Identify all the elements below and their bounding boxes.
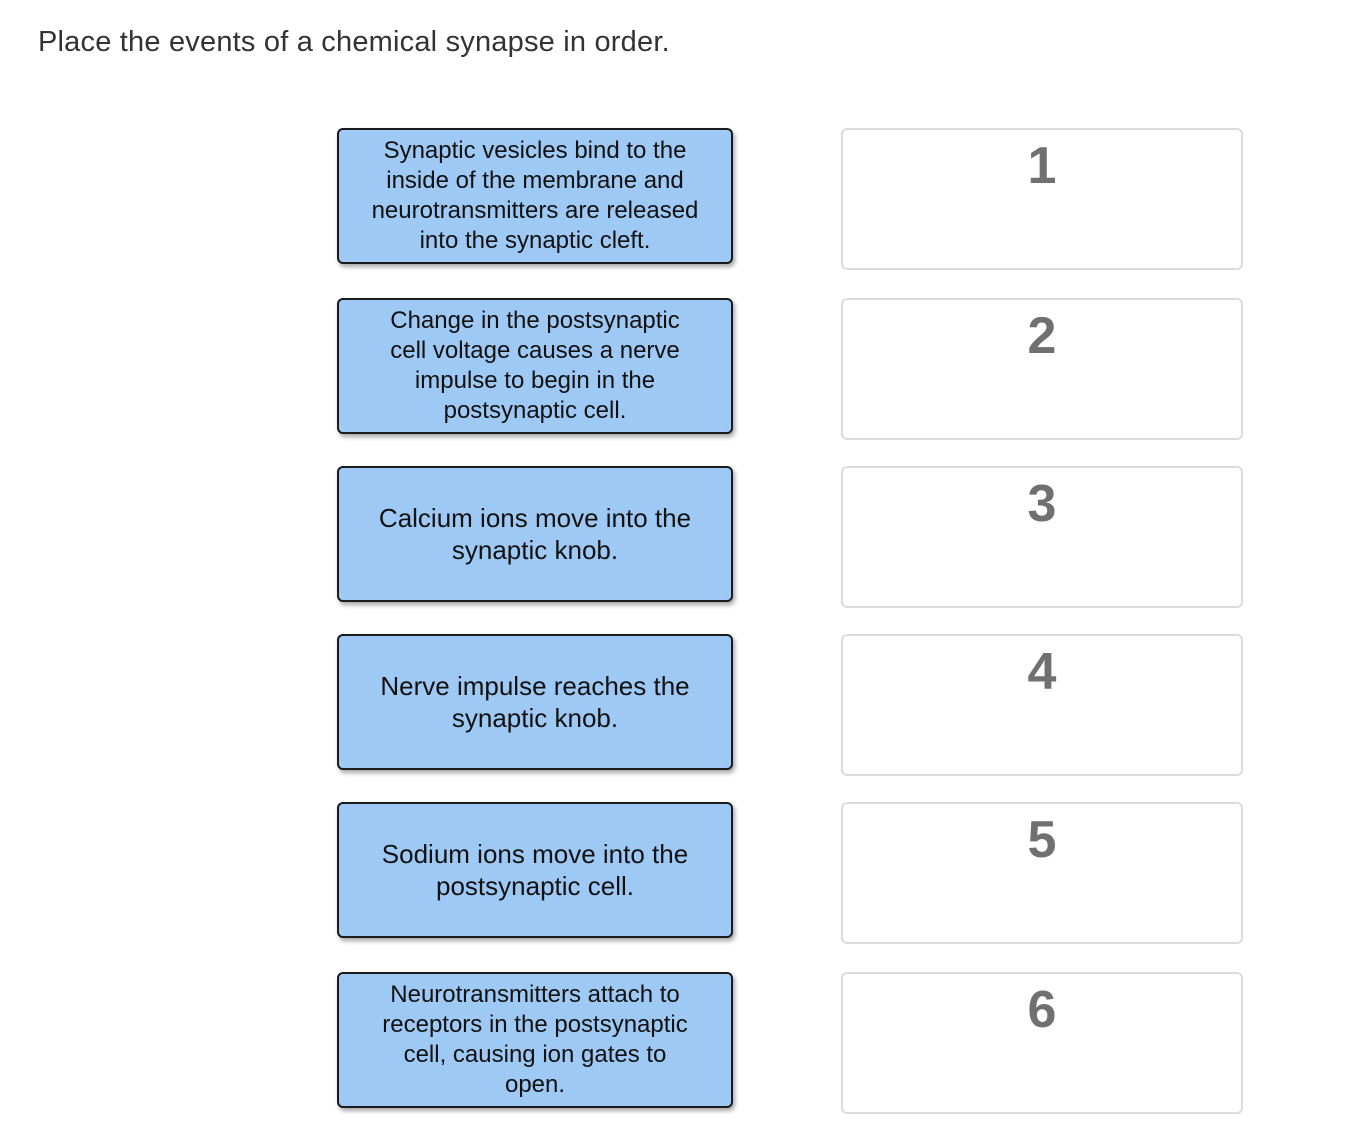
slot-number: 6 [1027, 981, 1057, 1039]
drop-slot-5[interactable] [841, 802, 1243, 944]
drop-slot-1[interactable] [841, 128, 1243, 270]
drag-card-text: Neurotransmitters attach to receptors in the postsynaptic cell, causing ion gates to open. [382, 981, 688, 1098]
drag-card-text: Synaptic vesicles bind to the inside of the membrane and neurotransmitters are released into the synaptic cleft. [371, 137, 699, 254]
drag-card-text: Calcium ions move into the synaptic knob. [378, 503, 692, 565]
slot-number: 3 [1027, 475, 1057, 533]
slot-number: 1 [1027, 137, 1057, 195]
slot-number: 4 [1027, 643, 1057, 701]
drop-slot-2[interactable] [841, 298, 1243, 440]
drag-card-text: Change in the postsynaptic cell voltage causes a nerve impulse to begin in the postsynaptic cell. [390, 307, 680, 424]
drag-card-6[interactable] [337, 972, 733, 1108]
drag-card-text: Sodium ions move into the postsynaptic cell. [381, 839, 689, 901]
drop-slot-3[interactable] [841, 466, 1243, 608]
slot-number: 5 [1027, 811, 1057, 869]
drag-card-text: Nerve impulse reaches the synaptic knob. [380, 671, 690, 733]
question-prompt: Place the events of a chemical synapse in order. [38, 26, 670, 58]
drag-card-3[interactable] [337, 466, 733, 602]
drag-card-5[interactable] [337, 802, 733, 938]
drag-card-2[interactable] [337, 298, 733, 434]
drop-slot-4[interactable] [841, 634, 1243, 776]
drop-slot-6[interactable] [841, 972, 1243, 1114]
drag-card-4[interactable] [337, 634, 733, 770]
drag-card-1[interactable] [337, 128, 733, 264]
slot-number: 2 [1027, 307, 1057, 365]
